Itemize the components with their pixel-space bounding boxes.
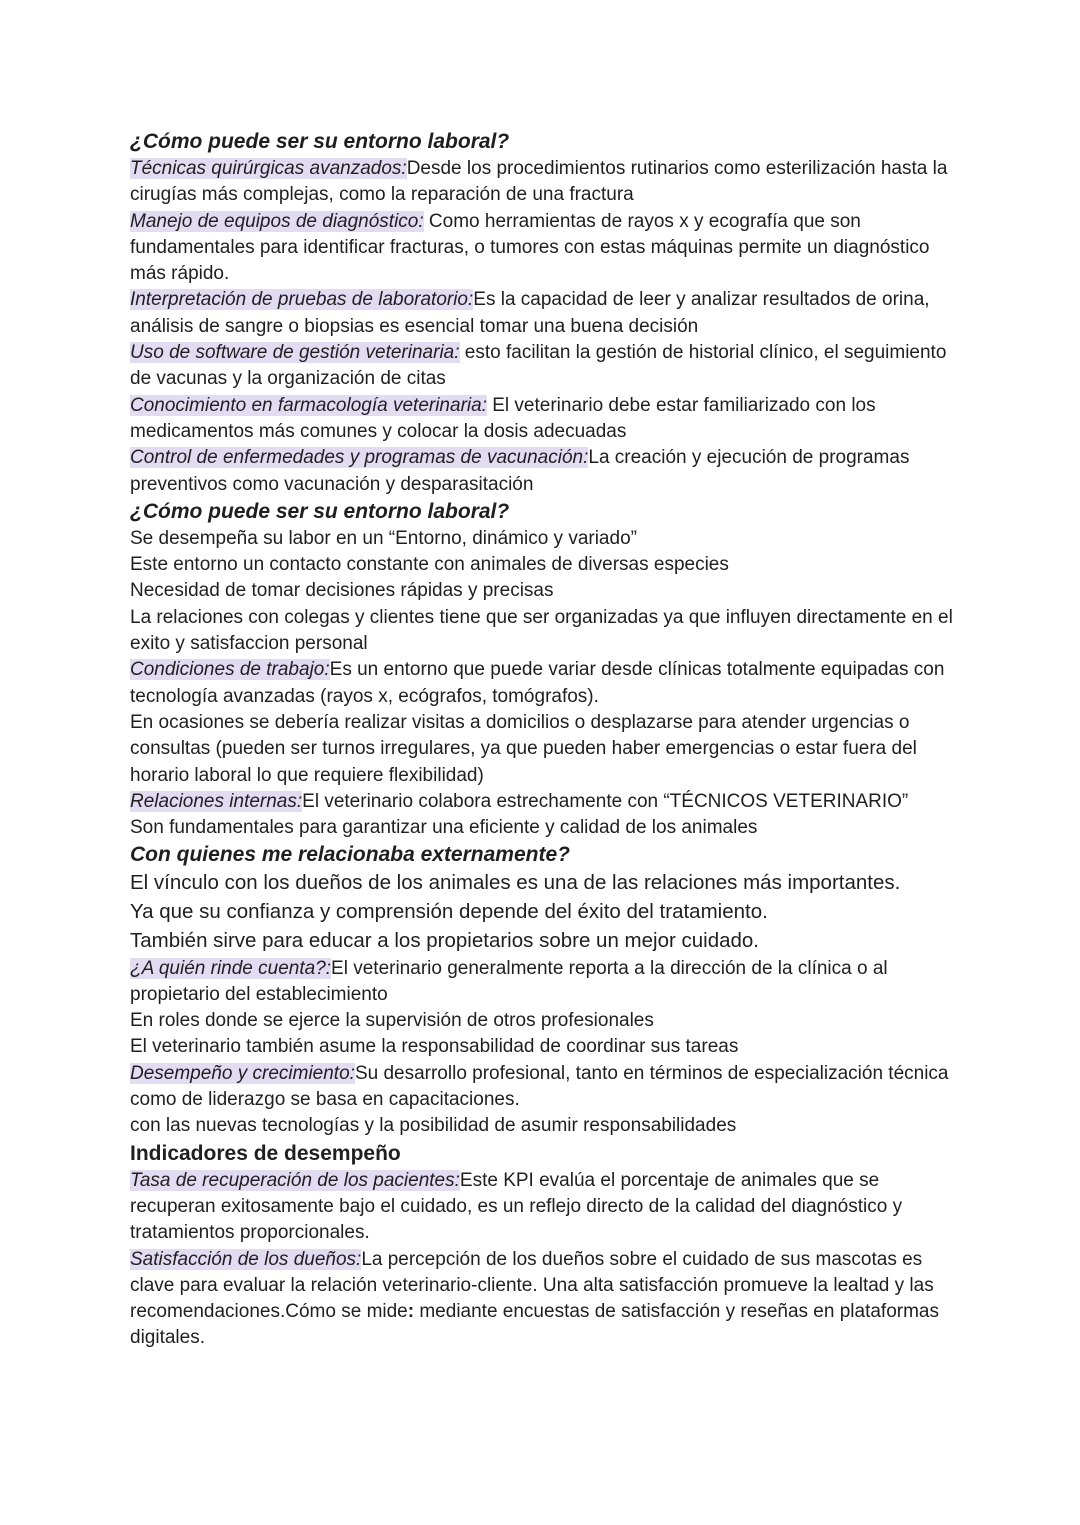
heading-indicadores: Indicadores de desempeño: [130, 1141, 401, 1165]
paragraph-text: mediante encuestas de satisfacción y reseñas en plataformas digitales.: [130, 1301, 939, 1349]
paragraph-condiciones-trabajo: [130, 657, 960, 710]
highlighted-label: Condiciones de trabajo:: [130, 659, 330, 681]
bold-colon: :: [407, 1301, 415, 1323]
highlighted-label: Satisfacción de los dueños:: [130, 1248, 362, 1270]
document-page: [130, 128, 960, 1352]
highlighted-label: Interpretación de pruebas de laboratorio:: [130, 289, 474, 311]
text-line: En ocasiones se debería realizar visitas a domicilios o desplazarse para atender urgencias o consultas (pueden ser turnos irregulares, ya que pueden haber emergencias o estar fuera del horario laboral lo que requiere flexibilidad): [130, 711, 917, 786]
highlighted-label: ¿A quién rinde cuenta?:: [130, 957, 332, 979]
paragraph-text: El veterinario colabora estrechamente con “TÉCNICOS VETERINARIO”: [302, 790, 909, 812]
paragraph-tasa-recuperacion: [130, 1168, 960, 1247]
highlighted-label: Manejo de equipos de diagnóstico:: [130, 210, 424, 232]
highlighted-label: Conocimiento en farmacología veterinaria:: [130, 394, 487, 416]
text-line: Ya que su confianza y comprensión depende del éxito del tratamiento.: [130, 900, 768, 924]
paragraph-text: Es la capacidad de leer y analizar resultados de orina, análisis de sangre o biopsias es esencial tomar una buena decisión: [130, 289, 930, 337]
text-line: Necesidad de tomar decisiones rápidas y precisas: [130, 580, 554, 602]
heading-entorno-laboral-1: ¿Cómo puede ser su entorno laboral?: [130, 130, 510, 153]
highlighted-label: Uso de software de gestión veterinaria:: [130, 342, 460, 364]
paragraph-pruebas-laboratorio: [130, 287, 960, 340]
paragraph-text: El veterinario generalmente reporta a la dirección de la clínica o al propietario del establecimiento: [130, 957, 888, 1005]
paragraph-desempeno-crecimiento: [130, 1061, 960, 1114]
paragraph-text: Este KPI evalúa el porcentaje de animales que se recuperan exitosamente bajo el cuidado, es un reflejo directo de la calidad del diagnóstico y tratamientos proporcionales.: [130, 1169, 903, 1244]
paragraph-tecnicas-quirurgicas: [130, 156, 960, 209]
highlighted-label: Tasa de recuperación de los pacientes:: [130, 1169, 460, 1191]
paragraph-equipos-diagnostico: [130, 209, 960, 288]
highlighted-label: Técnicas quirúrgicas avanzados:: [130, 158, 407, 179]
highlighted-label: Desempeño y crecimiento:: [130, 1062, 355, 1084]
paragraph-farmacologia: [130, 393, 960, 446]
text-line: También sirve para educar a los propietarios sobre un mejor cuidado.: [130, 928, 760, 952]
paragraph-relaciones-internas: [130, 789, 960, 815]
heading-relaciones-externas: Con quienes me relacionaba externamente?: [130, 843, 570, 867]
paragraph-text: El veterinario debe estar familiarizado con los medicamentos más comunes y colocar la dosis adecuadas: [130, 394, 876, 442]
text-line: Son fundamentales para garantizar una eficiente y calidad de los animales: [130, 817, 758, 839]
text-line: El veterinario también asume la responsabilidad de coordinar sus tareas: [130, 1036, 739, 1058]
paragraph-satisfaccion-duenos: [130, 1247, 960, 1352]
paragraph-control-enfermedades: [130, 445, 960, 498]
highlighted-label: Relaciones internas:: [130, 790, 303, 812]
paragraph-rinde-cuenta: [130, 956, 960, 1009]
paragraph-text: Su desarrollo profesional, tanto en términos de especialización técnica como de liderazgo se basa en capacitaciones.: [130, 1062, 949, 1111]
text-line: En roles donde se ejerce la supervisión de otros profesionales: [130, 1010, 654, 1032]
text-line: con las nuevas tecnologías y la posibilidad de asumir responsabilidades: [130, 1115, 737, 1137]
paragraph-software-gestion: [130, 340, 960, 393]
paragraph-text: Desde los procedimientos rutinarios como esterilización hasta la cirugías más complejas, como la reparación de una fractura: [130, 158, 948, 206]
text-line: El vínculo con los dueños de los animales es una de las relaciones más importantes.: [130, 871, 901, 895]
text-line: Este entorno un contacto constante con animales de diversas especies: [130, 554, 729, 576]
paragraph-text: Como herramientas de rayos x y ecografía que son fundamentales para identificar fracturas, o tumores con estas máquinas permite un diagnóstico más rápido.: [130, 210, 930, 285]
text-line: La relaciones con colegas y clientes tiene que ser organizadas ya que influyen directamente en el exito y satisfaccion personal: [130, 606, 953, 655]
paragraph-text: esto facilitan la gestión de historial clínico, el seguimiento de vacunas y la organización de citas: [130, 342, 947, 390]
paragraph-text: La creación y ejecución de programas preventivos como vacunación y desparasitación: [130, 447, 910, 495]
text-line: Se desempeña su labor en un “Entorno, dinámico y variado”: [130, 527, 637, 549]
heading-entorno-laboral-2: ¿Cómo puede ser su entorno laboral?: [130, 499, 510, 523]
paragraph-text: Es un entorno que puede variar desde clínicas totalmente equipadas con tecnología avanzadas (rayos x, ecógrafos, tomógrafos).: [130, 659, 945, 707]
paragraph-text: La percepción de los dueños sobre el cuidado de sus mascotas es clave para evaluar la relación veterinario-cliente. Una alta satisfacción promueve la lealtad y las recomendaciones.Cómo se mide: [130, 1248, 934, 1323]
highlighted-label: Control de enfermedades y programas de vacunación:: [130, 447, 589, 469]
